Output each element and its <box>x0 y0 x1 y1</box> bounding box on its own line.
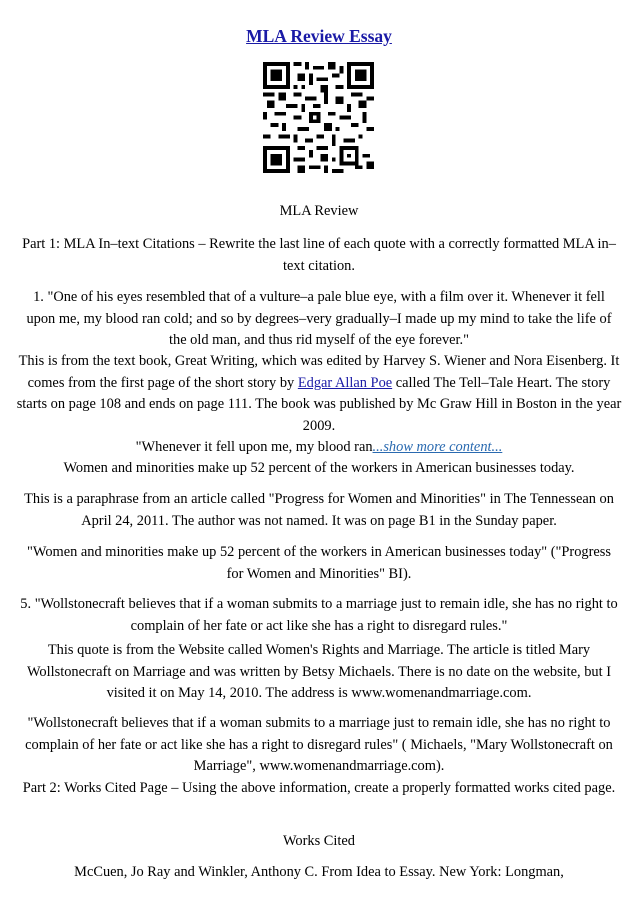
works-cited-entry: McCuen, Jo Ray and Winkler, Anthony C. From Idea to Essay. New York: Longman, <box>74 864 564 880</box>
works-cited-heading: Works Cited <box>283 833 355 849</box>
quote-1: 1. "One of his eyes resembled that of a vulture–a pale blue eye, with a film over it. Whenever it fell upon me, my blood ran cold; and so by degrees–very gradually–I made up my mind to take the life of the old man, and thus rid myself of the eye forever." <box>26 289 612 348</box>
part2-instructions: Part 2: Works Cited Page – Using the above information, create a properly formatted works cited page. <box>22 780 616 796</box>
essay-title-link[interactable]: MLA Review Essay <box>246 26 392 46</box>
qr-code <box>263 62 374 173</box>
heading-mla-review: MLA Review <box>279 203 359 219</box>
citation-1: "Whenever it fell upon me, my blood ran...show more content... <box>135 439 503 455</box>
source-2: This is a paraphrase from an article called "Progress for Women and Minorities" in The Tennessean on April 24, 2011. The author was not named. It was on page B1 in the Sunday paper. <box>24 491 614 529</box>
edgar-allan-poe-link[interactable]: Edgar Allan Poe <box>297 374 393 391</box>
part1-instructions: Part 1: MLA In–text Citations – Rewrite the last line of each quote with a correctly formatted MLA in–text citation. <box>22 236 616 274</box>
show-more-content-link[interactable]: ...show more content... <box>372 439 503 455</box>
source-5: This quote is from the Website called Women's Rights and Marriage. The article is titled Mary Wollstonecraft on Marriage and was written by Betsy Michaels. There is no date on the website, but I visited it on May 14, 2010. The address is www.womenandmarriage.com. <box>26 642 612 701</box>
quote-2: Women and minorities make up 52 percent of the workers in American businesses today. <box>63 460 575 476</box>
source-1: This is from the text book, Great Writing, which was edited by Harvey S. Wiener and Nora Eisenberg. It comes from the first page of the short story by Edgar Allan Poe called The Tell–Tale Heart. The story starts on page 108 and ends on page 111. The book was published by Mc Graw Hill in Boston in the year 2009. <box>16 353 622 434</box>
quote-5: 5. "Wollstonecraft believes that if a woman submits to a marriage just to remain idle, she has no right to complain of her fate or act like she has a right to disregard rules." <box>20 596 618 634</box>
citation-2: "Women and minorities make up 52 percent of the workers in American businesses today" ("Progress for Women and Minorities" BI). <box>27 544 611 582</box>
citation-5: "Wollstonecraft believes that if a woman submits to a marriage just to remain idle, she has no right to complain of her fate or act like she has a right to disregard rules" ( Michaels, "Mary Wollstonecraft on Marriage", www.womenandmarriage.com). <box>25 715 613 774</box>
